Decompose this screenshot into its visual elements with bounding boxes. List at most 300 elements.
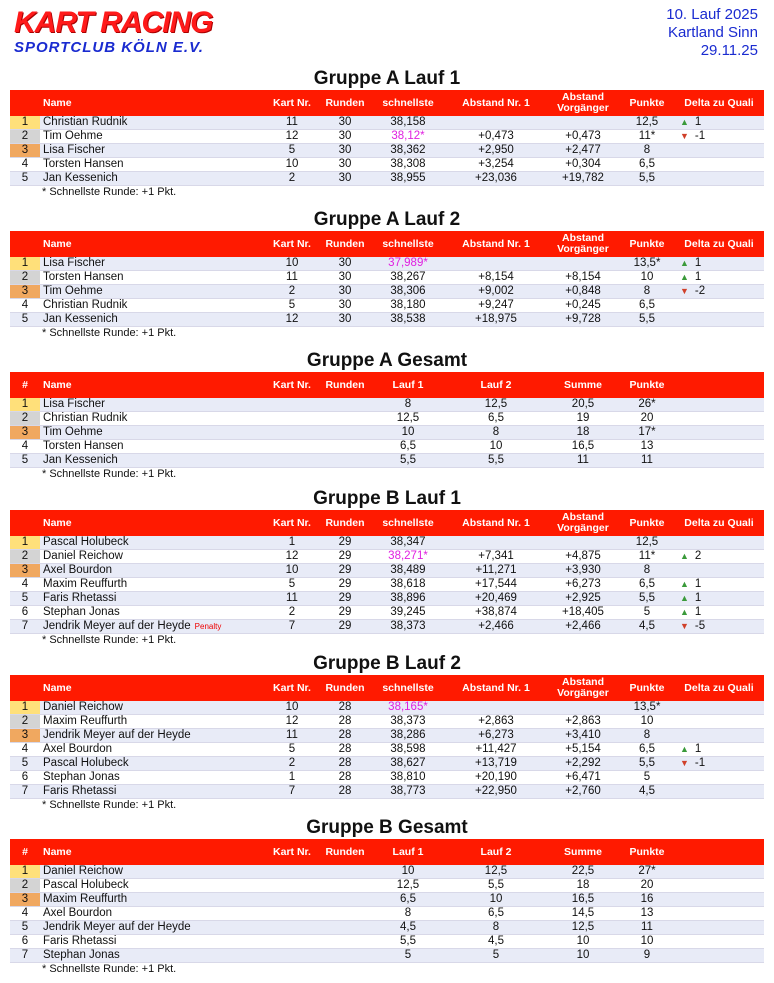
cell-best: 38,158: [370, 116, 446, 130]
cell-sum: 16,5: [546, 893, 620, 907]
cell-delta: [674, 285, 764, 299]
cell-r2: 6,5: [446, 412, 546, 426]
driver-name: Stephan Jonas: [43, 606, 120, 618]
cell-gapprev: [546, 257, 620, 271]
header-delta: Delta zu Quali: [674, 510, 764, 536]
cell-name: [40, 879, 264, 893]
cell-points: 9: [620, 949, 674, 963]
header-gap1: Abstand Nr. 1: [446, 90, 546, 116]
cell-delta: [674, 454, 764, 468]
cell-best: 38,810: [370, 771, 446, 785]
table-row: [10, 454, 764, 468]
cell-laps: [320, 865, 370, 879]
header-pos: [10, 510, 40, 536]
cell-points: 6,5: [620, 743, 674, 757]
cell-laps: 29: [320, 620, 370, 634]
cell-delta: [674, 771, 764, 785]
header-delta-empty: [674, 372, 764, 398]
cell-r1: 5,5: [370, 935, 446, 949]
cell-gap1: +13,719: [446, 757, 546, 771]
results-table: [10, 231, 764, 327]
cell-points: 10: [620, 715, 674, 729]
cell-delta: [674, 144, 764, 158]
cell-kart: [264, 935, 320, 949]
delta-value: -1: [694, 130, 706, 142]
cell-gap1: +23,036: [446, 172, 546, 186]
cell-name: [40, 130, 264, 144]
table-row: [10, 550, 764, 564]
cell-pos: 4: [10, 299, 40, 313]
table-row: [10, 785, 764, 799]
driver-name: Axel Bourdon: [43, 907, 113, 919]
arrow-down-icon: ▼: [680, 131, 689, 141]
cell-sum: 19: [546, 412, 620, 426]
cell-delta: [674, 921, 764, 935]
cell-delta: [674, 313, 764, 327]
header-kart: Kart Nr.: [264, 839, 320, 865]
header-row: [10, 372, 764, 398]
header-points: Punkte: [620, 839, 674, 865]
driver-name: Daniel Reichow: [43, 701, 123, 713]
cell-laps: 30: [320, 130, 370, 144]
table-row: [10, 271, 764, 285]
cell-pos: 2: [10, 879, 40, 893]
cell-name: [40, 257, 264, 271]
cell-kart: 11: [264, 116, 320, 130]
cell-gapprev: +2,863: [546, 715, 620, 729]
section-title: Gruppe A Lauf 2: [313, 209, 461, 230]
cell-name: [40, 172, 264, 186]
cell-points: 11*: [620, 130, 674, 144]
cell-gap1: +20,190: [446, 771, 546, 785]
cell-points: 12,5: [620, 536, 674, 550]
cell-gapprev: +6,273: [546, 578, 620, 592]
cell-points: 13,5*: [620, 257, 674, 271]
cell-pos: 4: [10, 440, 40, 454]
cell-points: 27*: [620, 865, 674, 879]
cell-points: 6,5: [620, 299, 674, 313]
arrow-down-icon: ▼: [680, 286, 689, 296]
cell-delta: [674, 592, 764, 606]
event-venue: Kartland Sinn: [667, 24, 758, 41]
cell-laps: 29: [320, 606, 370, 620]
cell-name: [40, 398, 264, 412]
cell-laps: 28: [320, 757, 370, 771]
cell-points: 5,5: [620, 313, 674, 327]
cell-name: [40, 893, 264, 907]
driver-name: Tim Oehme: [43, 130, 103, 142]
header-laps: Runden: [320, 675, 370, 701]
cell-r1: 10: [370, 426, 446, 440]
header-pos: [10, 675, 40, 701]
table-row: [10, 440, 764, 454]
cell-laps: 29: [320, 550, 370, 564]
table-row: [10, 578, 764, 592]
arrow-down-icon: ▼: [680, 758, 689, 768]
arrow-down-icon: ▼: [680, 621, 689, 631]
arrow-up-icon: ▲: [680, 607, 689, 617]
cell-gapprev: +8,154: [546, 271, 620, 285]
cell-pos: 3: [10, 893, 40, 907]
header-laps: Runden: [320, 510, 370, 536]
section-title: Gruppe B Gesamt: [306, 817, 468, 838]
cell-best: 38,271*: [370, 550, 446, 564]
table-row: [10, 949, 764, 963]
cell-pos: 6: [10, 771, 40, 785]
cell-laps: [320, 440, 370, 454]
cell-best: 38,773: [370, 785, 446, 799]
section-gruppe-a-gesamt: [10, 350, 764, 482]
cell-laps: 30: [320, 313, 370, 327]
cell-laps: 30: [320, 172, 370, 186]
cell-points: 4,5: [620, 620, 674, 634]
cell-sum: 18: [546, 426, 620, 440]
cell-laps: [320, 907, 370, 921]
cell-delta: [674, 158, 764, 172]
cell-pos: 7: [10, 620, 40, 634]
cell-name: [40, 729, 264, 743]
cell-pos: 2: [10, 550, 40, 564]
cell-gap1: +7,341: [446, 550, 546, 564]
cell-kart: [264, 440, 320, 454]
cell-name: [40, 578, 264, 592]
section-gruppe-a-lauf-2: [10, 209, 764, 341]
cell-laps: 29: [320, 536, 370, 550]
driver-name: Faris Rhetassi: [43, 935, 117, 947]
driver-name: Axel Bourdon: [43, 564, 113, 576]
cell-delta: [674, 536, 764, 550]
cell-kart: 2: [264, 285, 320, 299]
cell-r2: 10: [446, 440, 546, 454]
cell-points: 6,5: [620, 158, 674, 172]
cell-gapprev: +6,471: [546, 771, 620, 785]
arrow-up-icon: ▲: [680, 579, 689, 589]
cell-name: [40, 865, 264, 879]
cell-pos: 3: [10, 426, 40, 440]
driver-name: Stephan Jonas: [43, 949, 120, 961]
delta-value: -5: [694, 620, 706, 632]
cell-pos: 2: [10, 130, 40, 144]
header-gap1: Abstand Nr. 1: [446, 675, 546, 701]
header-pos: #: [10, 839, 40, 865]
cell-laps: [320, 426, 370, 440]
cell-gapprev: +3,930: [546, 564, 620, 578]
table-row: [10, 144, 764, 158]
cell-pos: 3: [10, 144, 40, 158]
cell-name: [40, 271, 264, 285]
cell-pos: 4: [10, 907, 40, 921]
cell-kart: 7: [264, 785, 320, 799]
cell-gap1: +8,154: [446, 271, 546, 285]
cell-laps: [320, 935, 370, 949]
cell-delta: [674, 172, 764, 186]
cell-laps: 28: [320, 771, 370, 785]
cell-r2: 4,5: [446, 935, 546, 949]
cell-gap1: [446, 257, 546, 271]
cell-gapprev: +2,477: [546, 144, 620, 158]
cell-best: 38,896: [370, 592, 446, 606]
cell-best: 38,627: [370, 757, 446, 771]
driver-name: Jan Kessenich: [43, 454, 118, 466]
cell-gap1: [446, 116, 546, 130]
results-table: [10, 510, 764, 634]
cell-r1: 5,5: [370, 454, 446, 468]
cell-name: [40, 299, 264, 313]
cell-kart: 5: [264, 578, 320, 592]
cell-delta: [674, 426, 764, 440]
cell-name: [40, 412, 264, 426]
delta-value: 1: [694, 743, 702, 755]
section-gruppe-b-lauf-1: [10, 488, 764, 648]
cell-pos: 7: [10, 949, 40, 963]
delta-value: 1: [694, 257, 702, 269]
header-best: schnellste: [370, 231, 446, 257]
footnote: * Schnellste Runde: +1 Pkt.: [42, 963, 177, 975]
section-title: Gruppe B Lauf 2: [313, 653, 461, 674]
header-name: Name: [40, 90, 264, 116]
cell-delta: [674, 578, 764, 592]
cell-best: 38,373: [370, 620, 446, 634]
cell-r2: 5,5: [446, 454, 546, 468]
cell-delta: [674, 757, 764, 771]
cell-best: 38,267: [370, 271, 446, 285]
logo-main-text: KART RACING: [14, 6, 213, 39]
cell-gapprev: +2,925: [546, 592, 620, 606]
cell-kart: 1: [264, 771, 320, 785]
header-laps: Runden: [320, 839, 370, 865]
cell-pos: 1: [10, 257, 40, 271]
cell-pos: 2: [10, 412, 40, 426]
header-pos: #: [10, 372, 40, 398]
cell-name: [40, 592, 264, 606]
cell-kart: [264, 879, 320, 893]
cell-points: 17*: [620, 426, 674, 440]
header-gapprev: Abstand Vorgänger: [546, 510, 620, 536]
cell-gapprev: [546, 701, 620, 715]
header-r1: Lauf 1: [370, 839, 446, 865]
cell-name: [40, 921, 264, 935]
cell-laps: 30: [320, 116, 370, 130]
cell-kart: 10: [264, 158, 320, 172]
cell-r1: 5: [370, 949, 446, 963]
section-title: Gruppe A Gesamt: [306, 350, 468, 371]
cell-best: 38,489: [370, 564, 446, 578]
driver-name: Christian Rudnik: [43, 299, 128, 311]
section-gruppe-a-lauf-1: [10, 68, 764, 200]
cell-name: [40, 907, 264, 921]
cell-gapprev: +4,875: [546, 550, 620, 564]
header-delta: Delta zu Quali: [674, 675, 764, 701]
table-row: [10, 743, 764, 757]
cell-name: [40, 454, 264, 468]
event-date: 29.11.25: [700, 42, 758, 59]
table-row: [10, 158, 764, 172]
cell-kart: 11: [264, 729, 320, 743]
cell-kart: 12: [264, 550, 320, 564]
club-logo: [14, 8, 212, 56]
cell-laps: 28: [320, 701, 370, 715]
cell-points: 8: [620, 144, 674, 158]
cell-gap1: +18,975: [446, 313, 546, 327]
cell-points: 5,5: [620, 592, 674, 606]
table-row: [10, 757, 764, 771]
cell-delta: [674, 729, 764, 743]
event-info: [666, 6, 758, 60]
cell-points: 13: [620, 907, 674, 921]
cell-kart: 10: [264, 701, 320, 715]
cell-kart: [264, 426, 320, 440]
cell-delta: [674, 564, 764, 578]
section-gruppe-b-gesamt: [10, 817, 764, 977]
cell-kart: [264, 865, 320, 879]
table-row: [10, 313, 764, 327]
cell-r2: 8: [446, 426, 546, 440]
cell-name: [40, 285, 264, 299]
cell-points: 11: [620, 921, 674, 935]
cell-points: 5,5: [620, 172, 674, 186]
cell-best: 38,538: [370, 313, 446, 327]
table-row: [10, 536, 764, 550]
header-delta: Delta zu Quali: [674, 231, 764, 257]
cell-laps: [320, 949, 370, 963]
driver-name: Christian Rudnik: [43, 116, 128, 128]
section-gruppe-b-lauf-2: [10, 653, 764, 813]
arrow-up-icon: ▲: [680, 593, 689, 603]
arrow-up-icon: ▲: [680, 744, 689, 754]
header-r2: Lauf 2: [446, 372, 546, 398]
cell-delta: [674, 550, 764, 564]
cell-points: 13,5*: [620, 701, 674, 715]
table-row: [10, 412, 764, 426]
cell-pos: 4: [10, 578, 40, 592]
cell-r1: 6,5: [370, 440, 446, 454]
header-kart: Kart Nr.: [264, 675, 320, 701]
cell-gapprev: +0,245: [546, 299, 620, 313]
results-table: [10, 90, 764, 186]
cell-name: [40, 620, 264, 634]
table-row: [10, 592, 764, 606]
driver-name: Jendrik Meyer auf der Heyde: [43, 620, 191, 632]
cell-name: [40, 116, 264, 130]
cell-laps: 28: [320, 785, 370, 799]
cell-best: 39,245: [370, 606, 446, 620]
cell-laps: 30: [320, 144, 370, 158]
table-row: [10, 172, 764, 186]
cell-r2: 5,5: [446, 879, 546, 893]
cell-best: 38,362: [370, 144, 446, 158]
cell-delta: [674, 620, 764, 634]
cell-points: 20: [620, 412, 674, 426]
driver-name: Maxim Reuffurth: [43, 715, 128, 727]
delta-value: 1: [694, 606, 702, 618]
cell-points: 8: [620, 564, 674, 578]
event-race: 10. Lauf 2025: [666, 6, 758, 23]
cell-pos: 4: [10, 158, 40, 172]
cell-kart: 12: [264, 130, 320, 144]
cell-r1: 10: [370, 865, 446, 879]
cell-pos: 3: [10, 729, 40, 743]
header-row: [10, 90, 764, 116]
cell-kart: [264, 412, 320, 426]
cell-points: 4,5: [620, 785, 674, 799]
cell-kart: 10: [264, 257, 320, 271]
table-row: [10, 701, 764, 715]
cell-delta: [674, 743, 764, 757]
footnote: * Schnellste Runde: +1 Pkt.: [42, 799, 177, 811]
header-gapprev: Abstand Vorgänger: [546, 675, 620, 701]
table-row: [10, 606, 764, 620]
cell-gap1: +11,427: [446, 743, 546, 757]
driver-name: Jan Kessenich: [43, 313, 118, 325]
delta-value: 1: [694, 116, 702, 128]
cell-laps: 28: [320, 715, 370, 729]
cell-name: [40, 426, 264, 440]
header-row: [10, 839, 764, 865]
cell-points: 10: [620, 935, 674, 949]
header-laps: Runden: [320, 90, 370, 116]
cell-pos: 3: [10, 285, 40, 299]
header-gapprev: Abstand Vorgänger: [546, 90, 620, 116]
cell-gapprev: [546, 536, 620, 550]
cell-laps: 30: [320, 271, 370, 285]
driver-name: Tim Oehme: [43, 285, 103, 297]
header-delta-empty: [674, 839, 764, 865]
table-row: [10, 893, 764, 907]
cell-r2: 12,5: [446, 865, 546, 879]
cell-pos: 6: [10, 606, 40, 620]
cell-gap1: +38,874: [446, 606, 546, 620]
driver-name: Pascal Holubeck: [43, 879, 129, 891]
cell-best: 37,989*: [370, 257, 446, 271]
cell-best: 38,306: [370, 285, 446, 299]
cell-gapprev: +0,848: [546, 285, 620, 299]
header-gap1: Abstand Nr. 1: [446, 231, 546, 257]
cell-r1: 8: [370, 398, 446, 412]
cell-gap1: +22,950: [446, 785, 546, 799]
cell-kart: [264, 398, 320, 412]
cell-r1: 6,5: [370, 893, 446, 907]
cell-laps: 28: [320, 743, 370, 757]
cell-delta: [674, 949, 764, 963]
table-row: [10, 865, 764, 879]
cell-pos: 1: [10, 865, 40, 879]
header-best: schnellste: [370, 90, 446, 116]
header-best: schnellste: [370, 675, 446, 701]
cell-name: [40, 158, 264, 172]
cell-gapprev: +5,154: [546, 743, 620, 757]
cell-name: [40, 949, 264, 963]
cell-name: [40, 785, 264, 799]
cell-laps: [320, 412, 370, 426]
cell-r1: 8: [370, 907, 446, 921]
cell-delta: [674, 130, 764, 144]
delta-value: -1: [694, 757, 706, 769]
cell-sum: 12,5: [546, 921, 620, 935]
cell-name: [40, 144, 264, 158]
cell-points: 10: [620, 271, 674, 285]
cell-laps: 30: [320, 285, 370, 299]
header-kart: Kart Nr.: [264, 231, 320, 257]
results-table: [10, 372, 764, 468]
table-row: [10, 299, 764, 313]
cell-kart: 5: [264, 299, 320, 313]
cell-delta: [674, 299, 764, 313]
section-title: Gruppe B Lauf 1: [313, 488, 461, 509]
delta-value: -2: [694, 285, 706, 297]
cell-r2: 10: [446, 893, 546, 907]
cell-name: [40, 715, 264, 729]
delta-value: 1: [694, 578, 702, 590]
